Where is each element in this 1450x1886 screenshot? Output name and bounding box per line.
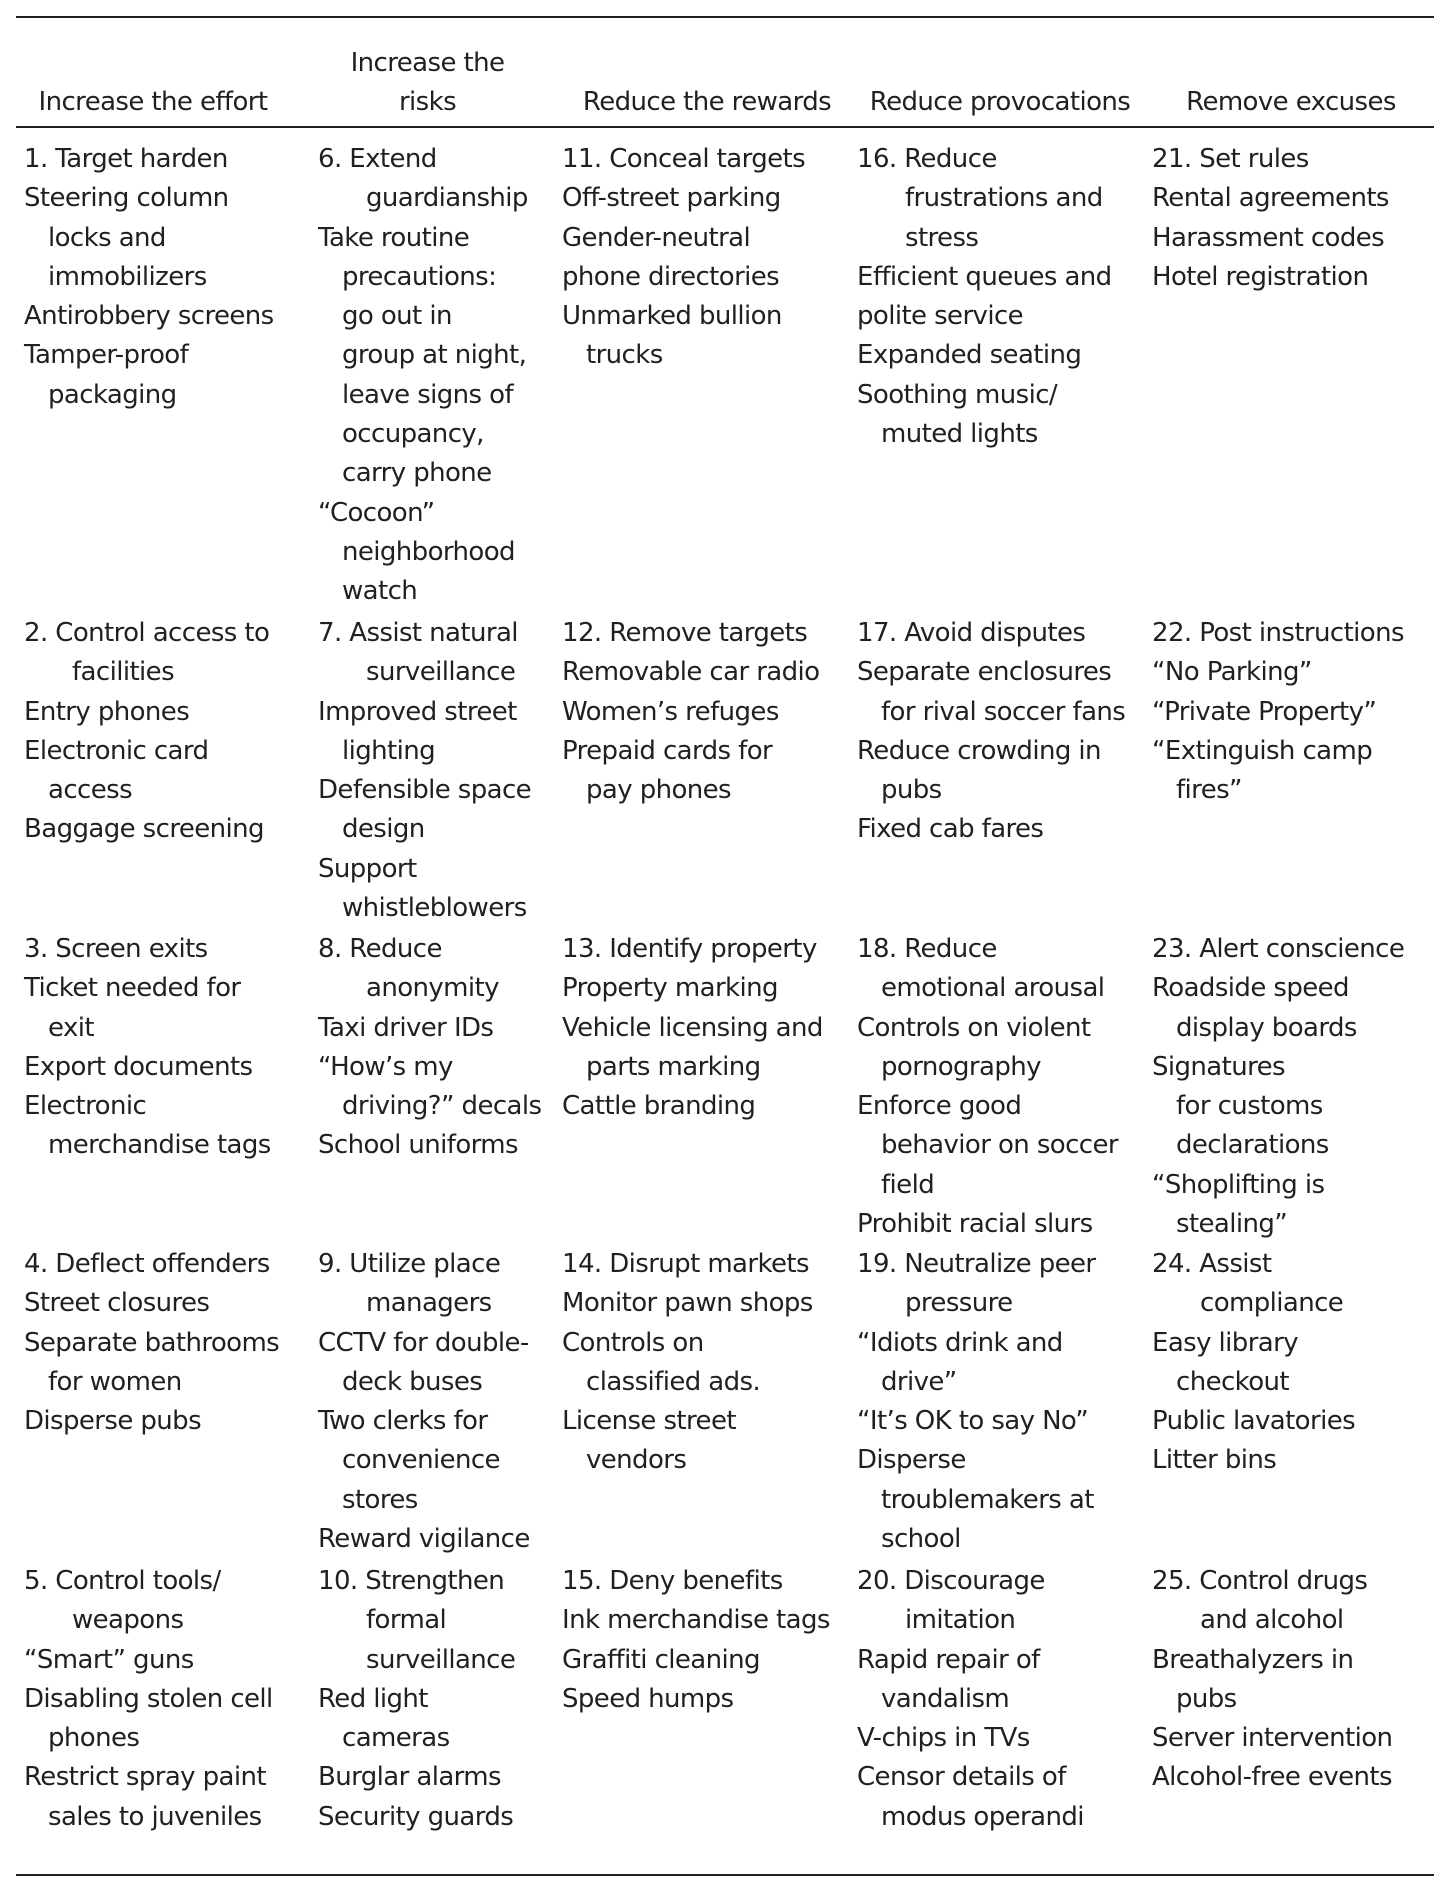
table-cell-increase-effort-technique-3: [24, 930, 271, 1166]
header-text: risks: [398, 87, 457, 117]
technique-example-line: Controls on violent: [857, 1012, 1091, 1043]
technique-example-line: guardianship: [366, 183, 528, 214]
table-cell-reduce-rewards-technique-14: [562, 1245, 813, 1481]
technique-example-line: declarations: [1176, 1130, 1329, 1161]
technique-example-line: imitation: [905, 1605, 1016, 1636]
table-cell-reduce-rewards-technique-13: [562, 930, 823, 1126]
technique-title: 21. Set rules: [1152, 144, 1309, 174]
technique-example-line: pubs: [881, 775, 942, 806]
technique-example-line: sales to juveniles: [48, 1801, 262, 1832]
technique-example-line: precautions:: [342, 261, 497, 292]
technique-example-line: Steering column: [24, 183, 229, 214]
technique-example-line: pubs: [1176, 1683, 1237, 1714]
table-cell-increase-risks-technique-8: [318, 930, 541, 1166]
technique-example-line: Rental agreements: [1152, 183, 1389, 214]
technique-example-line: Expanded seating: [857, 340, 1082, 371]
technique-title: 14. Disrupt markets: [562, 1249, 809, 1279]
technique-title: 1. Target harden: [24, 144, 228, 174]
technique-example-line: stealing”: [1176, 1209, 1288, 1240]
technique-title: 5. Control tools/: [24, 1566, 221, 1596]
table-cell-remove-excuses-technique-25: [1152, 1562, 1392, 1798]
technique-example-line: carry phone: [342, 458, 492, 489]
technique-example-line: trucks: [586, 340, 663, 371]
technique-example-line: Support: [318, 853, 417, 884]
technique-example-line: Improved street: [318, 696, 517, 727]
technique-example-line: occupancy,: [342, 419, 484, 450]
technique-title: 11. Conceal targets: [562, 144, 806, 174]
technique-example-line: Burglar alarms: [318, 1762, 501, 1793]
technique-example-line: Public lavatories: [1152, 1406, 1356, 1437]
technique-example-line: “Idiots drink and: [857, 1327, 1063, 1358]
technique-example-line: License street: [562, 1406, 736, 1437]
technique-example-line: behavior on soccer: [881, 1130, 1118, 1161]
header-text: Increase the effort: [38, 87, 268, 117]
technique-example-line: Two clerks for: [318, 1406, 488, 1437]
technique-example-line: Property marking: [562, 973, 778, 1004]
header-text: Reduce the rewards: [582, 87, 832, 117]
technique-example-line: modus operandi: [881, 1801, 1084, 1832]
technique-title: 15. Deny benefits: [562, 1566, 783, 1596]
technique-example-line: Electronic: [24, 1091, 147, 1122]
technique-example-line: “Extinguish camp: [1152, 735, 1373, 766]
technique-title: 23. Alert conscience: [1152, 934, 1405, 964]
technique-example-line: “Shoplifting is: [1152, 1169, 1325, 1200]
technique-example-line: Red light: [318, 1683, 428, 1714]
technique-example-line: surveillance: [366, 657, 516, 688]
technique-title: 4. Deflect offenders: [24, 1249, 270, 1279]
table-cell-reduce-rewards-technique-15: [562, 1562, 830, 1719]
technique-example-line: drive”: [881, 1366, 957, 1397]
technique-example-line: Graffiti cleaning: [562, 1644, 760, 1675]
technique-title: 8. Reduce: [318, 934, 442, 964]
technique-example-line: Cattle branding: [562, 1091, 756, 1122]
technique-example-line: classified ads.: [586, 1366, 761, 1397]
technique-title: 20. Discourage: [857, 1566, 1045, 1596]
technique-example-line: “Private Property”: [1152, 696, 1377, 727]
technique-example-line: fires”: [1176, 775, 1242, 806]
technique-example-line: deck buses: [342, 1366, 483, 1397]
table-cell-increase-effort-technique-4: [24, 1245, 279, 1441]
table-cell-remove-excuses-technique-24: [1152, 1245, 1355, 1481]
technique-example-line: Women’s refuges: [562, 696, 779, 727]
table-cell-increase-effort-technique-2: [24, 614, 269, 850]
technique-example-line: Tamper-proof: [24, 340, 189, 371]
technique-title: 19. Neutralize peer: [857, 1249, 1096, 1279]
technique-example-line: Antirobbery screens: [24, 301, 274, 332]
technique-example-line: compliance: [1200, 1288, 1344, 1319]
technique-example-line: packaging: [48, 379, 177, 410]
column-header-increase-risks: [300, 30, 555, 122]
table-cell-increase-risks-technique-6: [318, 140, 528, 612]
table-cell-remove-excuses-technique-23: [1152, 930, 1404, 1244]
technique-example-line: “It’s OK to say No”: [857, 1406, 1089, 1437]
technique-example-line: Speed humps: [562, 1683, 734, 1714]
technique-example-line: Signatures: [1152, 1051, 1285, 1082]
technique-example-line: “Cocoon”: [318, 497, 435, 528]
technique-example-line: Entry phones: [24, 696, 190, 727]
header-rule: [16, 126, 1434, 128]
technique-example-line: Disperse pubs: [24, 1406, 202, 1437]
technique-title: 7. Assist natural: [318, 618, 518, 648]
technique-example-line: surveillance: [366, 1644, 516, 1675]
technique-example-line: pay phones: [586, 775, 731, 806]
technique-example-line: frustrations and: [905, 183, 1103, 214]
header-text: Reduce provocations: [869, 87, 1131, 117]
technique-example-line: pornography: [881, 1051, 1041, 1082]
technique-example-line: “No Parking”: [1152, 657, 1312, 688]
technique-example-line: Ticket needed for: [24, 973, 241, 1004]
column-header-increase-effort: [18, 30, 288, 122]
technique-example-line: Efficient queues and: [857, 261, 1112, 292]
technique-example-line: vendors: [586, 1445, 687, 1476]
technique-example-line: merchandise tags: [48, 1130, 271, 1161]
technique-example-line: Fixed cab fares: [857, 814, 1044, 845]
technique-example-line: Hotel registration: [1152, 261, 1369, 292]
technique-title: 25. Control drugs: [1152, 1566, 1368, 1596]
technique-example-line: “Smart” guns: [24, 1644, 194, 1675]
table-cell-reduce-rewards-technique-12: [562, 614, 819, 810]
technique-example-line: Off-street parking: [562, 183, 781, 214]
technique-example-line: Separate enclosures: [857, 657, 1112, 688]
technique-example-line: Export documents: [24, 1051, 253, 1082]
technique-example-line: stores: [342, 1484, 418, 1515]
technique-title: 17. Avoid disputes: [857, 618, 1086, 648]
technique-example-line: phone directories: [562, 261, 780, 292]
technique-title: 6. Extend: [318, 144, 437, 174]
table-cell-increase-effort-technique-1: [24, 140, 274, 415]
technique-example-line: phones: [48, 1723, 140, 1754]
technique-example-line: V-chips in TVs: [857, 1723, 1030, 1754]
technique-example-line: Defensible space: [318, 775, 532, 806]
technique-example-line: Ink merchandise tags: [562, 1605, 830, 1636]
column-header-reduce-provocations: [855, 30, 1145, 122]
technique-example-line: leave signs of: [342, 379, 514, 410]
table-cell-increase-risks-technique-10: [318, 1562, 515, 1837]
technique-example-line: muted lights: [881, 419, 1038, 450]
header-text: Remove excuses: [1186, 87, 1396, 117]
technique-example-line: Gender-neutral: [562, 222, 751, 253]
technique-example-line: cameras: [342, 1723, 450, 1754]
table-cell-increase-risks-technique-9: [318, 1245, 530, 1559]
technique-example-line: anonymity: [366, 973, 499, 1004]
technique-example-line: Reward vigilance: [318, 1524, 530, 1555]
column-header-remove-excuses: [1150, 30, 1432, 122]
technique-example-line: CCTV for double-: [318, 1327, 529, 1358]
technique-example-line: Taxi driver IDs: [318, 1012, 494, 1043]
technique-example-line: whistleblowers: [342, 893, 527, 924]
table-cell-increase-effort-technique-5: [24, 1562, 273, 1837]
technique-example-line: Prepaid cards for: [562, 735, 773, 766]
technique-example-line: parts marking: [586, 1051, 761, 1082]
technique-example-line: Monitor pawn shops: [562, 1288, 813, 1319]
technique-example-line: go out in: [342, 301, 452, 332]
technique-example-line: Soothing music/: [857, 379, 1058, 410]
technique-example-line: Litter bins: [1152, 1445, 1277, 1476]
technique-title: 16. Reduce: [857, 144, 997, 174]
technique-example-line: field: [881, 1169, 935, 1200]
technique-example-line: for customs: [1176, 1091, 1323, 1122]
technique-example-line: pressure: [905, 1288, 1013, 1319]
technique-example-line: Enforce good: [857, 1091, 1022, 1122]
technique-example-line: for women: [48, 1366, 182, 1397]
top-rule: [16, 16, 1434, 18]
technique-example-line: Server intervention: [1152, 1723, 1393, 1754]
technique-title: 12. Remove targets: [562, 618, 808, 648]
technique-example-line: locks and: [48, 222, 166, 253]
bottom-rule: [16, 1874, 1434, 1876]
technique-title: 10. Strengthen: [318, 1566, 505, 1596]
technique-example-line: for rival soccer fans: [881, 696, 1126, 727]
technique-example-line: vandalism: [881, 1683, 1010, 1714]
technique-example-line: Baggage screening: [24, 814, 264, 845]
technique-example-line: Prohibit racial slurs: [857, 1209, 1093, 1240]
technique-example-line: convenience: [342, 1445, 500, 1476]
table-cell-increase-risks-technique-7: [318, 614, 531, 928]
technique-example-line: design: [342, 814, 425, 845]
technique-example-line: Censor details of: [857, 1762, 1066, 1793]
technique-title: 18. Reduce: [857, 934, 997, 964]
technique-title: 24. Assist: [1152, 1249, 1272, 1279]
technique-example-line: Restrict spray paint: [24, 1762, 266, 1793]
technique-title: 3. Screen exits: [24, 934, 208, 964]
technique-title: 9. Utilize place: [318, 1249, 501, 1279]
technique-example-line: Reduce crowding in: [857, 735, 1101, 766]
technique-title: 13. Identify property: [562, 934, 817, 964]
technique-example-line: immobilizers: [48, 261, 207, 292]
technique-example-line: Alcohol-free events: [1152, 1762, 1392, 1793]
table-cell-remove-excuses-technique-21: [1152, 140, 1389, 297]
technique-example-line: Roadside speed: [1152, 973, 1349, 1004]
technique-example-line: Vehicle licensing and: [562, 1012, 823, 1043]
table-cell-remove-excuses-technique-22: [1152, 614, 1404, 810]
technique-example-line: Unmarked bullion: [562, 301, 782, 332]
technique-example-line: school: [881, 1524, 961, 1555]
technique-title: 22. Post instructions: [1152, 618, 1404, 648]
technique-example-line: watch: [342, 576, 418, 607]
technique-example-line: group at night,: [342, 340, 527, 371]
technique-example-line: access: [48, 775, 133, 806]
column-header-reduce-rewards: [562, 30, 852, 122]
technique-example-line: troublemakers at: [881, 1484, 1094, 1515]
technique-example-line: driving?” decals: [342, 1091, 542, 1122]
technique-title: 2. Control access to: [24, 618, 270, 648]
technique-example-line: Removable car radio: [562, 657, 820, 688]
technique-example-line: managers: [366, 1288, 492, 1319]
technique-example-line: facilities: [72, 657, 175, 688]
technique-example-line: “How’s my: [318, 1051, 453, 1082]
technique-example-line: emotional arousal: [881, 973, 1105, 1004]
technique-example-line: Take routine: [318, 222, 470, 253]
technique-example-line: Disabling stolen cell: [24, 1683, 273, 1714]
technique-example-line: lighting: [342, 735, 436, 766]
technique-example-line: polite service: [857, 301, 1024, 332]
technique-example-line: Controls on: [562, 1327, 704, 1358]
header-text: Increase the: [350, 48, 505, 78]
table-cell-reduce-provocations-technique-16: [857, 140, 1112, 454]
technique-example-line: Rapid repair of: [857, 1644, 1040, 1675]
technique-example-line: Disperse: [857, 1445, 966, 1476]
technique-example-line: Easy library: [1152, 1327, 1299, 1358]
technique-example-line: display boards: [1176, 1012, 1357, 1043]
technique-example-line: and alcohol: [1200, 1605, 1344, 1636]
technique-example-line: Electronic card: [24, 735, 209, 766]
technique-example-line: exit: [48, 1012, 94, 1043]
technique-example-line: Security guards: [318, 1801, 514, 1832]
technique-example-line: Separate bathrooms: [24, 1327, 280, 1358]
table-cell-reduce-provocations-technique-20: [857, 1562, 1084, 1837]
table-cell-reduce-provocations-technique-19: [857, 1245, 1096, 1559]
technique-example-line: formal: [366, 1605, 447, 1636]
technique-example-line: Breathalyzers in: [1152, 1644, 1354, 1675]
technique-example-line: neighborhood: [342, 536, 515, 567]
table-cell-reduce-rewards-technique-11: [562, 140, 805, 376]
technique-example-line: weapons: [72, 1605, 184, 1636]
table-cell-reduce-provocations-technique-17: [857, 614, 1125, 850]
table-cell-reduce-provocations-technique-18: [857, 930, 1118, 1244]
technique-example-line: Harassment codes: [1152, 222, 1385, 253]
technique-example-line: Street closures: [24, 1288, 210, 1319]
technique-example-line: checkout: [1176, 1366, 1289, 1397]
technique-example-line: stress: [905, 222, 979, 253]
technique-example-line: School uniforms: [318, 1130, 518, 1161]
